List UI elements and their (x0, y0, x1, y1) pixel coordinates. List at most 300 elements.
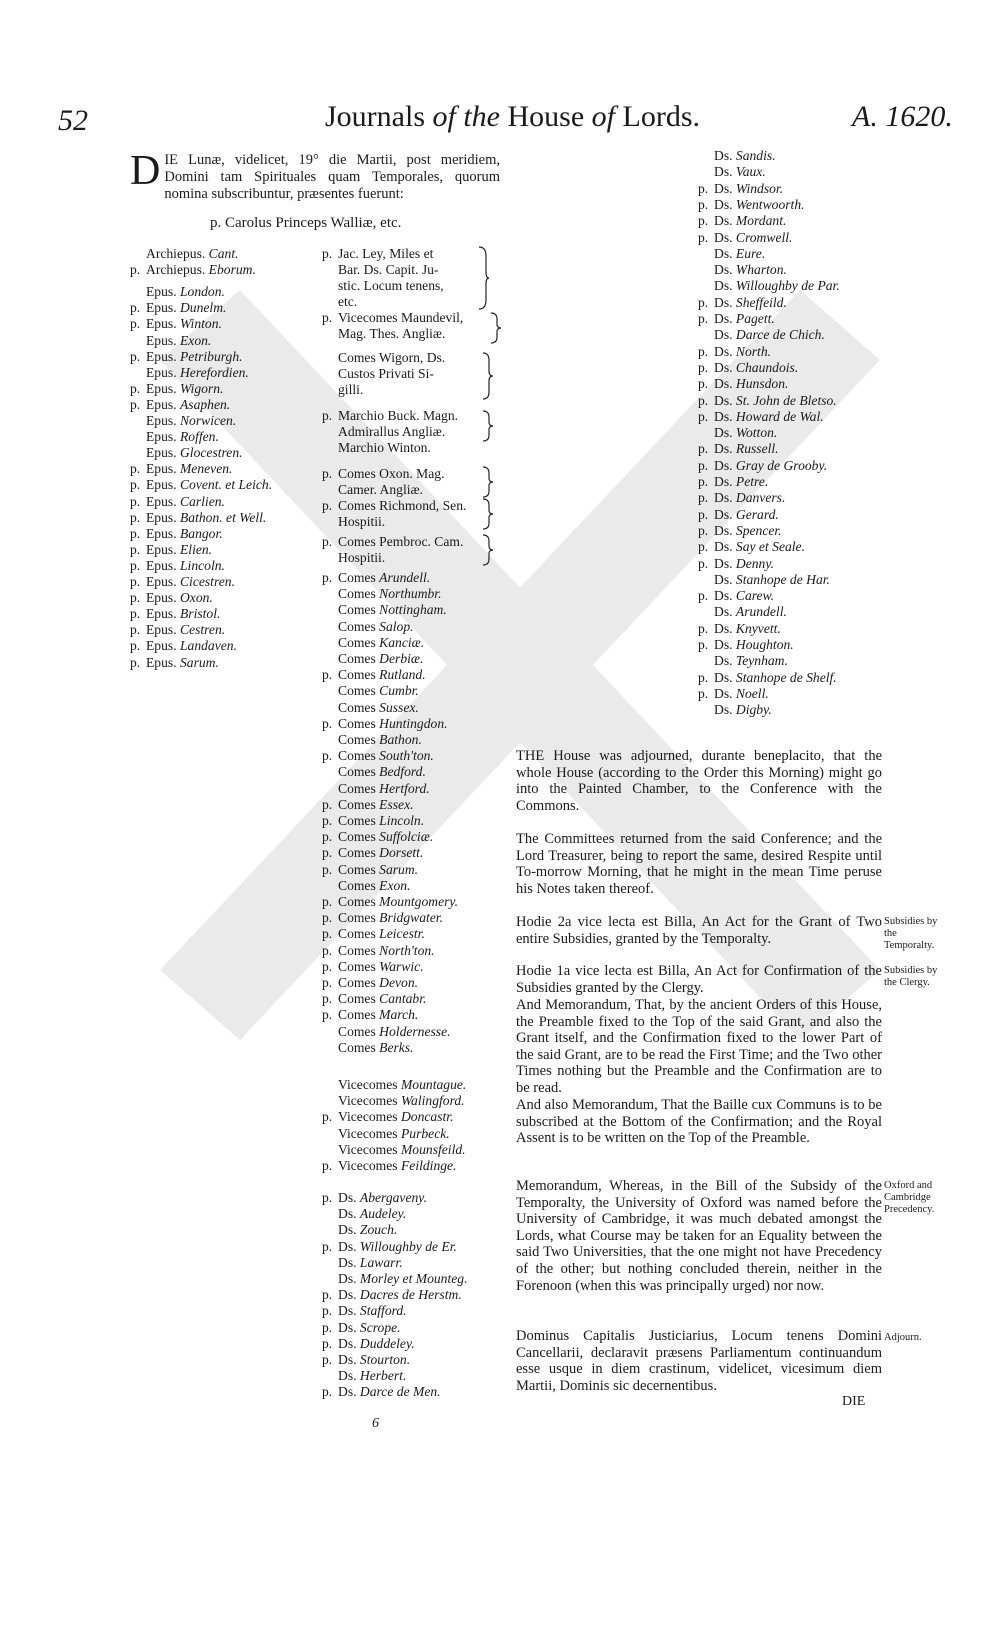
name-list-entry (322, 1255, 403, 1271)
present-marker: p. (698, 180, 709, 196)
title-word: Ds. (338, 1254, 360, 1270)
peer-name: Dacres de Herstm. (359, 1287, 462, 1303)
peer-name: Wotton. (735, 425, 778, 441)
present-marker: p. (130, 380, 141, 396)
name-list-entry (322, 635, 424, 651)
officer-line (322, 350, 445, 366)
title-word: Epus. (146, 638, 180, 654)
peer-name: Darce de Chich. (735, 327, 825, 343)
peer-name: Glocestren. (179, 445, 243, 461)
name-list-entry (698, 164, 766, 180)
title-word: Ds. (714, 327, 736, 343)
present-marker: p. (130, 525, 141, 541)
title-word: Archiepus. (146, 246, 209, 261)
peer-name: Kanciæ. (379, 634, 425, 650)
title-word: Epus. (146, 477, 180, 493)
name-list-entry (698, 262, 787, 278)
name-list-entry (130, 445, 243, 461)
name-list-entry (698, 686, 769, 702)
name-list-entry (698, 556, 774, 572)
name-list-entry (322, 1384, 441, 1400)
present-marker: p. (698, 294, 709, 310)
title-word: Ds. (714, 180, 736, 196)
title-word: Vicecomes (338, 1077, 401, 1092)
peer-name: Pagett. (735, 311, 775, 326)
title-word: Comes (338, 1007, 380, 1023)
peer-name: Wharton. (735, 262, 787, 278)
peer-name: Eborum. (208, 262, 256, 278)
title-word: Epus. (146, 348, 180, 364)
present-marker: p. (322, 894, 333, 909)
peer-name: Bangor. (179, 525, 223, 541)
title-word: Vicecomes (338, 1158, 401, 1173)
brace-icon (482, 498, 494, 530)
peer-name: Wentwoorth. (735, 196, 805, 212)
title-word: Ds. (714, 262, 736, 278)
officer-line (322, 424, 445, 440)
peer-name: Knyvett. (735, 620, 781, 636)
name-list-entry (322, 959, 424, 975)
peer-name: Exon. (179, 332, 212, 348)
peer-name: Hertford. (379, 780, 430, 796)
title-word: Comes (338, 845, 380, 861)
present-marker: p. (322, 926, 333, 942)
title-word: Comes (338, 813, 380, 828)
name-list-entry (698, 181, 783, 197)
peer-name: Norwicen. (179, 413, 237, 428)
peer-name: Stafford. (359, 1303, 407, 1319)
title-word: Ds. (714, 669, 736, 685)
name-list-entry (322, 1007, 418, 1023)
name-list-entry (130, 397, 230, 413)
present-marker: p. (130, 606, 141, 622)
paragraph-adjourned: THE House was adjourned, durante beneplacito, that the whole House (according to the Order this Morning) might go into the Painted Chamber, to the Conference with the Commons. (516, 748, 882, 814)
title-word: Vicecomes (338, 1125, 401, 1141)
present-marker: p. (322, 310, 333, 325)
present-marker: p. (322, 910, 333, 926)
officer-text: etc. (338, 294, 358, 309)
name-list-entry (698, 441, 779, 457)
paragraph-clergy-bill: Hodie 1a vice lecta est Billa, An Act for Confirmation of the Subsidies granted by the Clergy. (516, 963, 882, 996)
present-marker: p. (698, 376, 709, 392)
name-list-entry (322, 813, 424, 829)
officer-text: Vicecomes Maundevil, (338, 310, 464, 325)
name-list-entry (698, 246, 765, 262)
peer-name: Hunsdon. (735, 376, 789, 392)
officer-line (322, 550, 385, 566)
name-list-entry (698, 311, 775, 327)
present-marker: p. (130, 654, 141, 670)
present-marker: p. (130, 557, 141, 573)
title-word: Comes (338, 910, 380, 926)
name-list-entry (698, 507, 779, 523)
peer-name: Danvers. (735, 490, 786, 506)
name-list-entry (698, 572, 830, 588)
peer-name: North. (735, 343, 772, 359)
peer-name: Sarum. (179, 654, 219, 670)
name-list-entry (698, 360, 798, 376)
present-marker: p. (322, 991, 333, 1007)
name-list-entry (698, 621, 781, 637)
present-marker: p. (130, 461, 141, 477)
present-marker: p. (322, 1158, 333, 1173)
peer-name: Leicestr. (379, 926, 425, 942)
present-marker: p. (322, 246, 333, 261)
title-word: Comes (338, 715, 380, 731)
present-marker: p. (698, 229, 709, 245)
name-list-entry (322, 878, 411, 894)
officer-line (322, 262, 438, 278)
name-list-entry (698, 523, 782, 539)
title-word: Ds. (338, 1190, 360, 1205)
peer-name: Mounsfeild. (400, 1141, 466, 1157)
officer-text: Mag. Thes. Angliæ. (338, 326, 446, 341)
peer-name: Walingford. (400, 1093, 465, 1109)
title-word: Comes (338, 586, 380, 602)
present-marker: p. (698, 522, 709, 538)
title-word: Ds. (714, 245, 736, 261)
present-marker: p. (130, 541, 141, 557)
peer-name: Lawarr. (359, 1254, 403, 1270)
present-marker: p. (698, 213, 709, 229)
title-word: Epus. (146, 654, 180, 670)
present-marker: p. (698, 685, 709, 701)
name-list-entry (698, 539, 805, 555)
name-list-entry (322, 748, 434, 764)
name-list-entry (322, 1093, 465, 1109)
title-word: Comes (338, 991, 380, 1007)
officer-line (322, 382, 363, 398)
title-word: Epus. (146, 284, 180, 300)
name-list-entry (130, 381, 223, 397)
name-list-entry (698, 295, 787, 311)
name-list-entry (130, 429, 219, 445)
present-marker: p. (322, 498, 333, 513)
title-word: Ds. (714, 604, 736, 620)
present-marker: p. (130, 396, 141, 412)
name-list-entry (698, 474, 768, 490)
officer-text: gilli. (338, 382, 364, 397)
peer-name: Feildinge. (400, 1158, 457, 1173)
present-marker: p. (698, 588, 709, 604)
name-list-entry (322, 829, 433, 845)
present-marker: p. (130, 262, 141, 278)
viscounts-column (322, 1077, 502, 1187)
officer-text: Comes Richmond, Sen. (338, 498, 467, 513)
name-list-entry (322, 975, 418, 991)
peer-name: Chaundois. (735, 359, 799, 375)
peer-name: Covent. et Leich. (179, 477, 273, 493)
name-list-entry (322, 586, 442, 602)
title-word: Comes (338, 861, 380, 877)
peer-name: Zouch. (359, 1222, 398, 1238)
peer-name: Petre. (735, 474, 769, 489)
title-word: Ds. (714, 637, 736, 652)
peer-name: Digby. (735, 702, 772, 718)
title-word: Comes (338, 1039, 380, 1055)
peer-name: Asaphen. (179, 396, 231, 412)
title-word: Ds. (338, 1319, 360, 1335)
name-list-entry (322, 845, 423, 861)
peer-name: Teynham. (735, 653, 788, 669)
officer-line (322, 498, 466, 514)
peer-name: Spencer. (735, 522, 782, 538)
peer-name: Audeley. (359, 1206, 407, 1222)
name-list-entry (698, 197, 805, 213)
brace-icon (482, 352, 494, 400)
title-word: Epus. (146, 332, 180, 348)
title-word: Archiepus. (146, 262, 209, 278)
officer-line (322, 366, 434, 382)
name-list-entry (322, 667, 426, 683)
officer-text: Comes Pembroc. Cam. (338, 534, 464, 549)
name-list-entry (322, 1336, 415, 1352)
peer-name: Petriburgh. (179, 348, 243, 364)
peer-name: Bedford. (379, 764, 426, 780)
side-note-adjourn: Adjourn. (884, 1332, 922, 1343)
peer-name: Devon. (379, 975, 419, 990)
side-note-clergy: Subsidies by the Clergy. (884, 965, 938, 988)
title-word: Epus. (146, 509, 180, 525)
peer-name: Nottingham. (379, 602, 447, 618)
title-word: Ds. (338, 1368, 360, 1384)
peer-name: Howard de Wal. (735, 408, 824, 424)
title-word: Epus. (146, 525, 180, 541)
running-title: Journals of the House of Lords. (325, 100, 700, 133)
name-list-entry (130, 638, 237, 654)
title-word: Comes (338, 570, 380, 585)
title-word: Comes (338, 1023, 380, 1039)
officer-line (322, 278, 444, 294)
name-list-entry (322, 700, 419, 716)
officer-text: Comes Oxon. Mag. (338, 466, 445, 481)
officer-text: Marchio Winton. (338, 440, 431, 455)
title-word: Ds. (714, 148, 736, 163)
peer-name: Rutland. (379, 667, 426, 683)
peer-name: Wigorn. (179, 380, 224, 396)
title-word: Vicecomes (338, 1109, 401, 1125)
brace-icon (478, 246, 490, 310)
title-word: Comes (338, 732, 380, 747)
peer-name: Doncastr. (400, 1109, 454, 1125)
page-number: 52 (58, 104, 88, 137)
officer-text: Jac. Ley, Miles et (338, 246, 434, 261)
title-word: Ds. (714, 653, 736, 669)
title-word: Epus. (146, 590, 180, 606)
title-word: Comes (338, 894, 380, 909)
name-list-entry (130, 284, 225, 300)
officer-line (322, 440, 431, 456)
officer-line (322, 294, 357, 310)
present-marker: p. (130, 316, 141, 332)
officers-column (322, 246, 502, 576)
name-list-entry (698, 637, 794, 653)
present-marker: p. (322, 845, 333, 861)
present-marker: p. (322, 1303, 333, 1319)
title-word: Comes (338, 667, 380, 683)
title-word: Ds. (714, 278, 736, 294)
name-list-entry (698, 458, 827, 474)
title-word: Ds. (714, 474, 736, 489)
name-list-entry (322, 1206, 406, 1222)
peer-name: Cromwell. (735, 229, 793, 245)
name-list-entry (130, 574, 235, 590)
peer-name: Say et Seale. (735, 539, 805, 555)
name-list-entry (698, 670, 837, 686)
name-list-entry (698, 230, 792, 246)
peer-name: Holdernesse. (379, 1023, 451, 1039)
title-word: Ds. (714, 408, 736, 424)
name-list-entry (322, 1320, 401, 1336)
name-list-entry (322, 862, 418, 878)
title-word: Ds. (338, 1206, 360, 1222)
title-word: Epus. (146, 622, 180, 638)
title-word: Ds. (714, 392, 736, 408)
title-word: Ds. (338, 1384, 360, 1400)
officer-text: Camer. Angliæ. (338, 482, 423, 497)
officer-text: Marchio Buck. Magn. (338, 408, 459, 423)
name-list-entry (322, 1158, 456, 1174)
present-marker: p. (698, 457, 709, 473)
name-list-entry (322, 926, 425, 942)
name-list-entry (322, 1303, 407, 1319)
present-marker: p. (322, 958, 333, 974)
peer-name: Bathon. (379, 732, 422, 747)
peer-name: March. (379, 1007, 419, 1023)
peer-name: Herbert. (359, 1368, 407, 1384)
peer-name: Mordant. (735, 213, 787, 229)
drop-cap: D (130, 148, 161, 194)
name-list-entry (698, 393, 837, 409)
peer-name: Houghton. (735, 637, 794, 652)
name-list-entry (322, 716, 448, 732)
present-marker: p. (322, 796, 333, 812)
officer-line (322, 326, 445, 342)
title-word: Ds. (714, 294, 736, 310)
present-marker: p. (322, 1319, 333, 1335)
name-list-entry (130, 542, 212, 558)
officer-text: Custos Privati Si- (338, 366, 434, 381)
name-list-entry (322, 781, 430, 797)
peer-name: Purbeck. (400, 1125, 450, 1141)
peer-name: Elien. (179, 541, 213, 557)
signature-mark: 6 (372, 1416, 379, 1431)
peer-name: Essex. (379, 796, 414, 812)
present-marker: p. (322, 942, 333, 958)
present-marker: p. (322, 534, 333, 549)
peer-name: Sussex. (379, 699, 419, 715)
peer-name: Eure. (735, 245, 766, 261)
peer-name: Bridgwater. (379, 910, 443, 926)
peer-name: Russell. (735, 441, 779, 457)
name-list-entry (322, 602, 447, 618)
peer-name: London. (179, 284, 225, 300)
peer-name: Vaux. (735, 164, 766, 180)
peer-name: Cantabr. (379, 991, 427, 1007)
peer-name: Darce de Men. (359, 1384, 441, 1400)
present-marker: p. (130, 477, 141, 493)
present-marker: p. (698, 620, 709, 636)
peer-name: Bathon. et Well. (179, 509, 267, 525)
peer-name: Cumbr. (379, 683, 419, 699)
paragraph-memorandum-baille: And also Memorandum, That the Baille cux Communs is to be subscribed at the Bottom of the Confirmation; and the Royal Assent is to be written on the Top of the Preamble. (516, 1097, 882, 1147)
peer-name: Exon. (379, 877, 411, 893)
peer-name: Sarum. (379, 861, 419, 877)
peer-name: Roffen. (179, 429, 219, 445)
title-word: Epus. (146, 413, 180, 428)
side-note-precedency: Oxford and Cambridge Precedency. (884, 1180, 935, 1215)
paragraph-continuation: Dominus Capitalis Justiciarius, Locum tenens Domini Cancellarii, declaravit præsens Parliamentum continuandum esse usque in diem crastinum, videlicet, vicesimum diem Martii, Dominis sic decernentibus. (516, 1328, 882, 1394)
name-list-entry (698, 327, 825, 343)
name-list-entry (698, 213, 786, 229)
peer-name: St. John de Bletso. (735, 392, 837, 408)
present-marker: p. (698, 311, 709, 326)
peer-name: Derbiæ. (379, 651, 424, 666)
paragraph-universities: Memorandum, Whereas, in the Bill of the Subsidy of the Temporalty, the University of Oxford was named before the University of Cambridge, it was much debated amongst the Lords, what Course may be taken for an Equality between the said Two Universities, that the one might not have Precedency of the other; but nothing concluded therein, neither in the Forenoon (when this was principally urged) nor now. (516, 1178, 882, 1294)
name-list-entry (130, 510, 266, 526)
name-list-entry (130, 262, 256, 278)
present-marker: p. (698, 637, 709, 652)
present-marker: p. (698, 555, 709, 571)
title-word: Epus. (146, 380, 180, 396)
peer-name: Dorsett. (379, 845, 424, 861)
peer-name: Northumbr. (379, 586, 442, 602)
peer-name: North'ton. (379, 942, 435, 958)
title-word: Ds. (714, 229, 736, 245)
title-word: Ds. (338, 1238, 360, 1254)
peer-name: Gerard. (735, 506, 779, 522)
title-word: Epus. (146, 461, 180, 477)
present-marker: p. (322, 1335, 333, 1351)
present-marker: p. (698, 359, 709, 375)
brace-icon (482, 466, 494, 498)
peer-name: Dunelm. (179, 300, 227, 316)
officer-line (322, 482, 423, 498)
paragraph-memorandum-orders: And Memorandum, That, by the ancient Orders of this House, the Preamble fixed to the Top of the said Grant, and also the Grant itself, and the Confirmation fixed to the lower Part of the said Grant, are to be read the First Time; and the Two other Times nothing but the Preamble and the Confirmation are to be read. (516, 997, 882, 1096)
title-word: Comes (338, 602, 380, 618)
peer-name: Salop. (379, 618, 414, 634)
title-word: Epus. (146, 606, 180, 622)
title-word: Ds. (338, 1271, 360, 1286)
peer-name: Arundell. (735, 604, 787, 620)
brace-icon (482, 534, 494, 566)
peer-name: Cant. (208, 246, 239, 261)
officer-text: Comes Wigorn, Ds. (338, 350, 446, 365)
peer-name: Denny. (735, 555, 775, 571)
bishops-column (130, 246, 290, 686)
title-word: Epus. (146, 557, 180, 573)
title-word: Ds. (714, 164, 736, 180)
title-word: Vicecomes (338, 1093, 401, 1109)
present-marker: p. (322, 1109, 333, 1125)
present-marker: p. (322, 408, 333, 423)
peer-name: Stanhope de Har. (735, 571, 830, 587)
peer-name: Bristol. (179, 606, 221, 622)
present-marker: p. (322, 975, 333, 990)
peer-name: Herefordien. (179, 364, 249, 380)
name-list-entry (130, 300, 226, 316)
title-word: Ds. (338, 1352, 360, 1367)
name-list-entry (130, 246, 239, 262)
present-marker: p. (322, 829, 333, 845)
peer-name: Duddeley. (359, 1335, 415, 1351)
peer-name: Abergaveny. (359, 1190, 427, 1205)
name-list-entry (322, 1126, 450, 1142)
present-marker: p. (322, 861, 333, 877)
name-list-entry (130, 333, 211, 349)
title-word: Comes (338, 748, 380, 764)
name-list-entry (130, 413, 236, 429)
